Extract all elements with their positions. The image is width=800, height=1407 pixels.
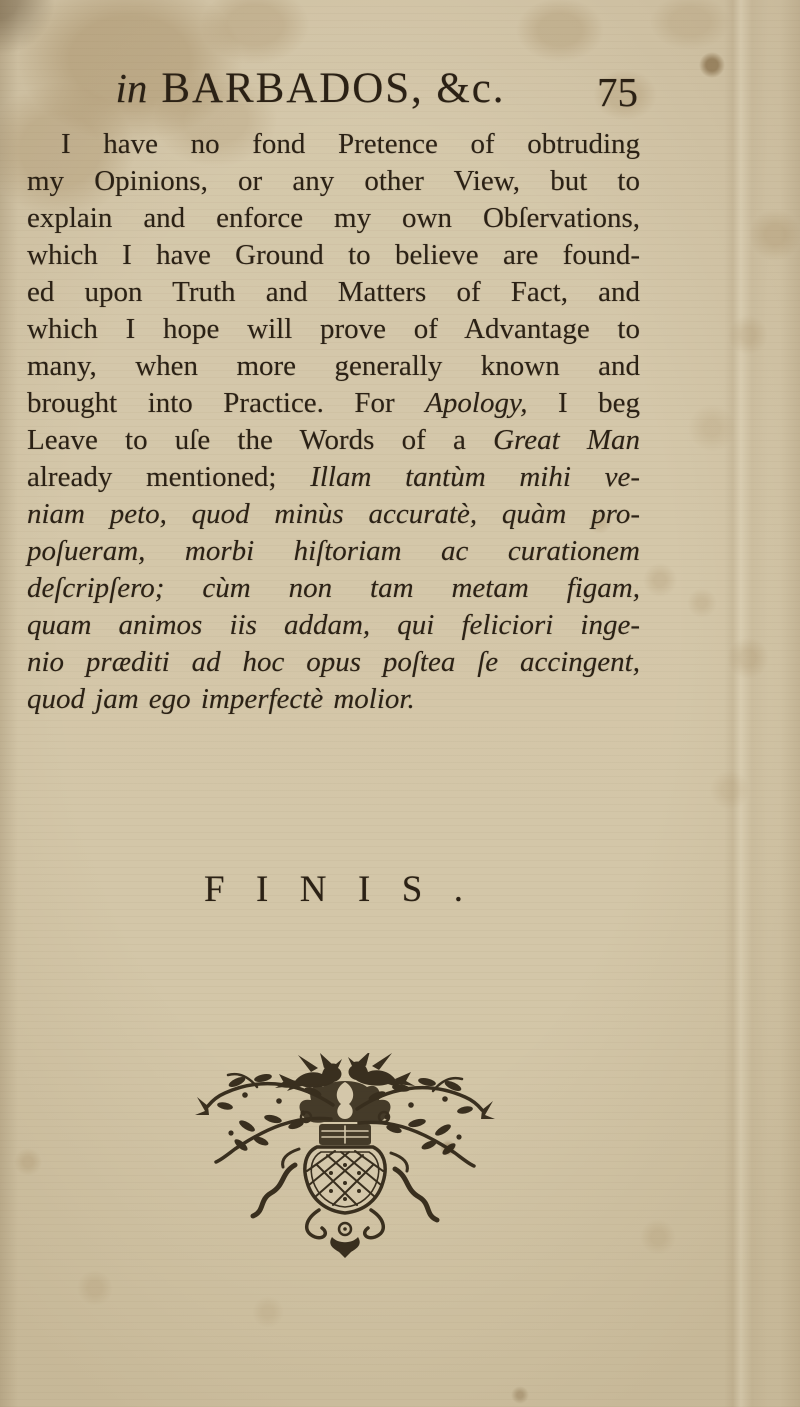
body-line — [27, 422, 640, 459]
text-segment: which I have Ground to believe are found- — [27, 239, 640, 271]
text-segment: explain and enforce my own Obſervations, — [27, 202, 640, 234]
text-segment: I have no fond Pretence of obtruding — [61, 128, 640, 160]
header-place-word: in — [115, 65, 148, 111]
text-segment: I beg — [527, 387, 640, 419]
running-header — [27, 62, 640, 114]
body-line — [27, 607, 640, 644]
body-line — [27, 681, 640, 718]
text-segment: which I hope will prove of Advantage to — [27, 313, 640, 345]
header-title: BARBADOS, &c. — [161, 65, 506, 112]
body-line — [27, 533, 640, 570]
body-line — [27, 274, 640, 311]
text-segment: Apology, — [425, 387, 528, 419]
finis-label: FINIS. — [203, 869, 495, 910]
body-line — [27, 459, 640, 496]
text-segment: Leave to uſe the Words of a — [27, 424, 494, 456]
text-segment: many, when more generally known and — [27, 350, 640, 382]
header-title-group — [27, 62, 640, 115]
body-line — [27, 496, 640, 533]
body-line — [27, 311, 640, 348]
body-line — [27, 200, 640, 237]
text-segment: quod jam ego imperfectè molior. — [27, 683, 415, 715]
body-line — [27, 385, 640, 422]
body-line — [27, 644, 640, 681]
text-segment: poſueram, morbi hiſtoriam ac curationem — [27, 535, 640, 567]
text-segment: already mentioned; — [27, 461, 311, 493]
text-segment: ed upon Truth and Matters of Fact, and — [27, 276, 640, 308]
text-segment: niam peto, quod minùs accuratè, quàm pro- — [27, 498, 640, 530]
bottom-scroll-icon — [307, 1210, 384, 1258]
body-text — [27, 126, 640, 718]
page-number: 75 — [597, 69, 638, 115]
text-segment: Great Man — [493, 424, 641, 456]
basket-cartouche-icon — [300, 1081, 391, 1213]
body-line — [27, 237, 640, 274]
woodcut-tailpiece-ornament-icon — [195, 1053, 495, 1258]
body-line — [27, 570, 640, 607]
text-segment: quam animos iis addam, qui feliciori inge- — [27, 609, 640, 641]
body-line — [27, 348, 640, 385]
text-segment: my Opinions, or any other View, but to — [27, 165, 640, 197]
body-line — [27, 163, 640, 200]
body-line — [27, 126, 640, 163]
text-segment: brought into Practice. For — [27, 387, 426, 419]
text-segment: deſcripſero; cùm non tam metam figam, — [27, 572, 640, 604]
text-segment: nio præditi ad hoc opus poſtea ſe accingent, — [27, 646, 640, 678]
left-ribbon-icon — [253, 1165, 295, 1216]
text-segment: Illam tantùm mihi ve- — [310, 461, 640, 493]
